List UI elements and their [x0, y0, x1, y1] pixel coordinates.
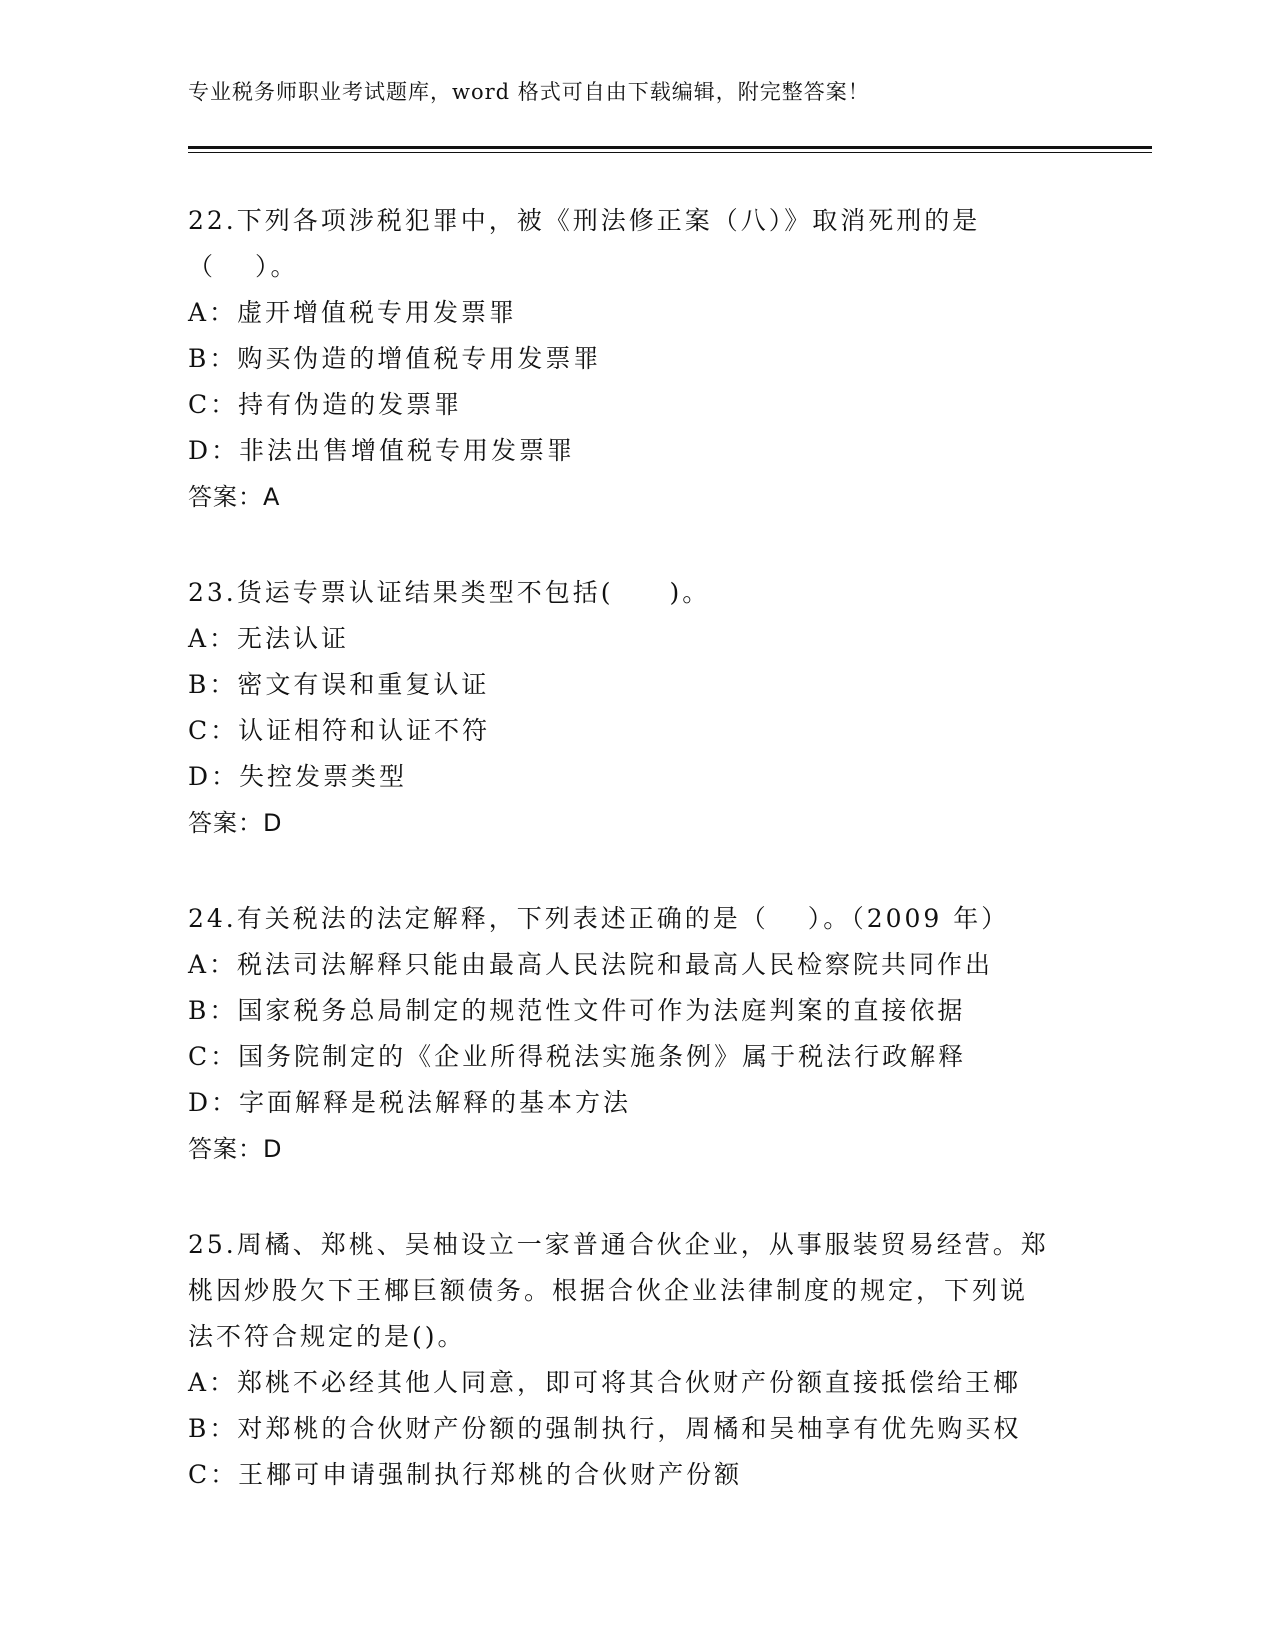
stem-line: 22.下列各项涉税犯罪中，被《刑法修正案（八）》取消死刑的是	[188, 206, 981, 235]
option-a: A：虚开增值税专用发票罪	[188, 298, 518, 327]
page-header: 专业税务师职业考试题库，word 格式可自由下载编辑，附完整答案！	[188, 80, 870, 104]
question-23	[188, 570, 1088, 846]
option-b: B：国家税务总局制定的规范性文件可作为法庭判案的直接依据	[188, 996, 966, 1025]
stem-line: 23.货运专票认证结果类型不包括( )。	[188, 578, 711, 607]
question-stem	[188, 198, 1088, 290]
option-b: B：密文有误和重复认证	[188, 670, 490, 699]
option-d: D：非法出售增值税专用发票罪	[188, 436, 576, 465]
stem-line: （ ）。	[188, 252, 299, 281]
option-c: C：王椰可申请强制执行郑桃的合伙财产份额	[188, 1460, 743, 1489]
question-24	[188, 896, 1088, 1172]
answer: 答案：A	[188, 483, 281, 511]
question-stem	[188, 1222, 1088, 1360]
option-d: D：失控发票类型	[188, 762, 408, 791]
option-d: D：字面解释是税法解释的基本方法	[188, 1088, 632, 1117]
stem-line: 桃因炒股欠下王椰巨额债务。根据合伙企业法律制度的规定，下列说	[188, 1276, 1029, 1305]
option-b: B：对郑桃的合伙财产份额的强制执行，周橘和吴柚享有优先购买权	[188, 1414, 1022, 1443]
stem-line: 法不符合规定的是()。	[188, 1322, 466, 1351]
option-c: C：认证相符和认证不符	[188, 716, 491, 745]
stem-line: 24.有关税法的法定解释，下列表述正确的是（ ）。（2009 年）	[188, 904, 1010, 933]
question-25	[188, 1222, 1088, 1498]
option-a: A：税法司法解释只能由最高人民法院和最高人民检察院共同作出	[188, 950, 994, 979]
option-a: A：郑桃不必经其他人同意，即可将其合伙财产份额直接抵偿给王椰	[188, 1368, 1022, 1397]
option-c: C：持有伪造的发票罪	[188, 390, 463, 419]
question-stem	[188, 570, 1088, 616]
header-divider	[188, 146, 1152, 149]
answer: 答案：D	[188, 1135, 283, 1163]
option-c: C：国务院制定的《企业所得税法实施条例》属于税法行政解释	[188, 1042, 967, 1071]
question-stem	[188, 896, 1088, 942]
answer: 答案：D	[188, 809, 283, 837]
option-b: B：购买伪造的增值税专用发票罪	[188, 344, 602, 373]
option-a: A：无法认证	[188, 624, 350, 653]
question-22	[188, 198, 1088, 520]
question-list	[188, 198, 1088, 1548]
stem-line: 25.周橘、郑桃、吴柚设立一家普通合伙企业，从事服装贸易经营。郑	[188, 1230, 1049, 1259]
